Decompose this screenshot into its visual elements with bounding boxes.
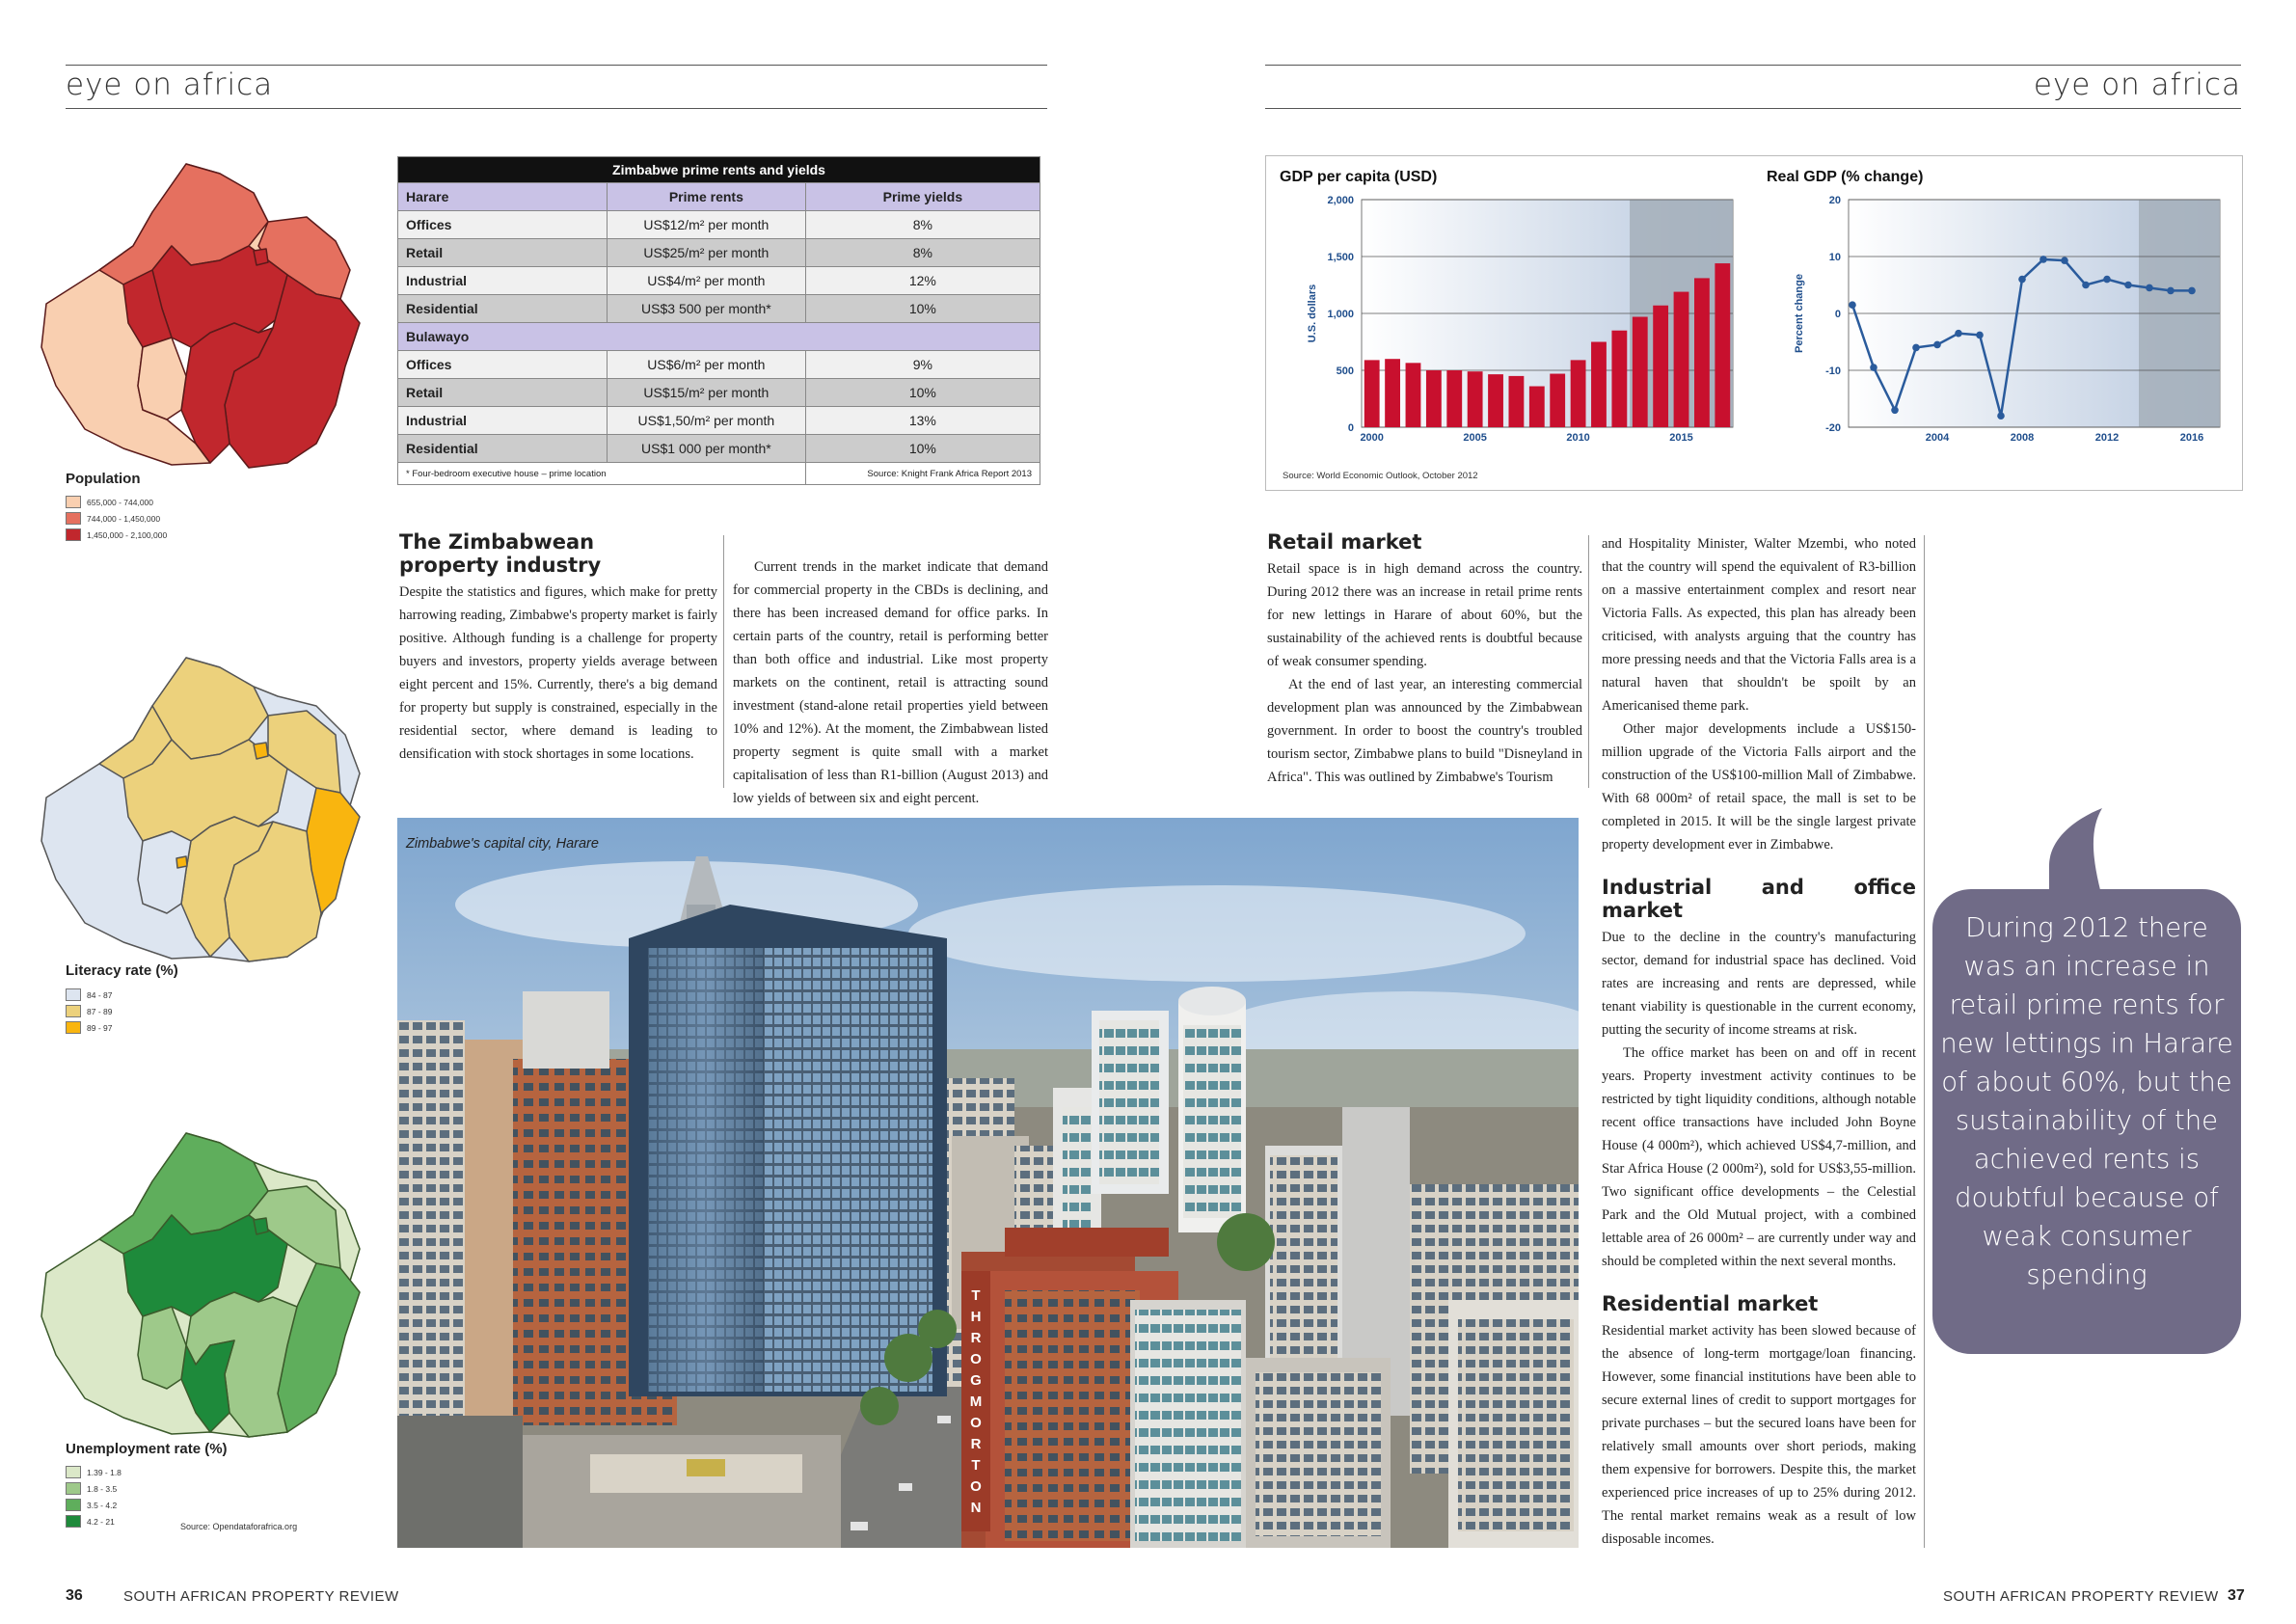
table-header-yields: Prime yields <box>805 183 1040 211</box>
bar <box>1529 387 1545 427</box>
table-cell-rent: US$3 500 per month* <box>608 295 806 323</box>
data-point <box>2039 256 2047 263</box>
bar <box>1426 370 1442 427</box>
table-cell-rent: US$1 000 per month* <box>608 435 806 463</box>
bar <box>1653 306 1668 427</box>
data-point <box>1912 344 1920 352</box>
heading-line-2: property industry <box>399 554 602 577</box>
legend-label: 4.2 - 21 <box>87 1516 115 1527</box>
paragraph: Retail space is in high demand across the country. During 2012 there was an increase in retail prime rents for new lettings in Harare of about 60%, but the sustainability of the achieved rents is doubtful because of weak consumer spending. <box>1267 561 1582 669</box>
table-cell-rent: US$4/m² per month <box>608 267 806 295</box>
table-cell-rent: US$12/m² per month <box>608 211 806 239</box>
data-point <box>1976 332 1984 339</box>
y-axis-label: Percent change <box>1794 274 1805 353</box>
y-tick-label: 10 <box>1828 252 1841 263</box>
masthead-right: eye on africa <box>2033 68 2241 102</box>
table-cell-rent: US$25/m² per month <box>608 239 806 267</box>
heading-line-1: The Zimbabwean <box>399 530 595 554</box>
table-row-label: Residential <box>398 435 608 463</box>
page-number-right: 37 <box>2228 1587 2245 1604</box>
table-cell-yield: 8% <box>805 239 1040 267</box>
y-tick-label: 1,000 <box>1327 309 1354 320</box>
y-tick-label: 2,000 <box>1327 195 1354 206</box>
bar <box>1488 374 1503 427</box>
legend-swatch <box>66 1005 81 1017</box>
bar <box>1446 370 1462 427</box>
data-point <box>2167 287 2174 295</box>
legend-label: 1.39 - 1.8 <box>87 1467 122 1477</box>
y-tick-label: 500 <box>1336 365 1354 377</box>
table-cell-yield: 8% <box>805 211 1040 239</box>
bar <box>1550 374 1565 427</box>
harare-skyline-illustration <box>397 818 1579 1548</box>
masthead-rule-bottom-right <box>1265 108 2241 109</box>
page-number-left: 36 <box>66 1587 83 1604</box>
x-tick-label: 2015 <box>1669 432 1693 444</box>
table-footnote: * Four-bedroom executive house – prime location <box>398 463 806 485</box>
table-cell-yield: 9% <box>805 351 1040 379</box>
x-tick-label: 2005 <box>1463 432 1487 444</box>
masthead-rule-bottom-left <box>66 108 1047 109</box>
heading-industrial-office-market: Industrial and office market <box>1602 876 1916 922</box>
bar <box>1591 342 1607 428</box>
paragraph: At the end of last year, an interesting commercial development plan was announced by the Zimbabwean government. In order to boost the country's troubled tourism sector, Zimbabwe plans to build "Disneyland in Africa". This was outlined by Zimbabwe's Tourism <box>1267 677 1582 785</box>
paragraph: Despite the statistics and figures, which make for pretty harrowing reading, Zimbabwe's property market is fairly positive. Although funding is a challenge for property buyers and investors, property yields average between eight percent and 15%. Currently, there's a big demand for property but supply is constrained, especially in the residential sector, where demand is leading to densification with stock shortages in some locations. <box>399 584 717 762</box>
x-tick-label: 2016 <box>2179 432 2204 444</box>
data-point <box>2082 282 2090 289</box>
table-row-label: Retail <box>398 239 608 267</box>
data-point <box>2103 276 2111 284</box>
legend-swatch <box>66 1515 81 1528</box>
table-cell-rent: US$1,50/m² per month <box>608 407 806 435</box>
unemployment-legend <box>66 1464 122 1529</box>
data-point <box>2018 276 2026 284</box>
y-tick-label: 0 <box>1347 422 1354 434</box>
legend-swatch <box>66 1499 81 1511</box>
prime-rents-table <box>397 156 1040 485</box>
y-tick-label: 1,500 <box>1327 252 1354 263</box>
photo-caption: Zimbabwe's capital city, Harare <box>406 836 599 852</box>
y-tick-label: -10 <box>1825 365 1841 377</box>
heading-residential-market: Residential market <box>1602 1292 1819 1315</box>
data-point <box>2061 257 2068 264</box>
paragraph: Other major developments include a US$150-million upgrade of the Victoria Falls airport and the construction of the US$100-million Mall of Zimbabwe. With 68 000m² of retail space, the mall is set to be completed in 2015. It will be the single largest private property development ever in Zimbabwe. <box>1602 721 1916 853</box>
y-tick-label: 0 <box>1834 309 1841 320</box>
data-point <box>1933 341 1941 349</box>
legend-label: 3.5 - 4.2 <box>87 1500 118 1510</box>
table-row-label: Retail <box>398 379 608 407</box>
legend-label: 744,000 - 1,450,000 <box>87 513 161 524</box>
bar <box>1715 263 1730 427</box>
chart-source: Source: World Economic Outlook, October 2012 <box>1283 471 1478 481</box>
real-gdp-chart <box>1752 188 2239 458</box>
data-point <box>1997 412 2005 420</box>
data-point <box>1955 330 1962 338</box>
publication-name-right: SOUTH AFRICAN PROPERTY REVIEW <box>1943 1588 2219 1605</box>
legend-swatch <box>66 1466 81 1478</box>
paragraph: Current trends in the market indicate that demand for commercial property in the CBDs is declining, and there has been increased demand for office parks. In certain parts of the country, retail is performing better than both office and industrial. Like most property markets on the continent, retail is attracting sound investment (stand-alone retail properties yield between 10% and 12%). At the moment, the Zimbabwean listed property segment is quite small with a market capitalisation of less than R1-billion (August 2013) and low yields of between six and eight percent. <box>733 559 1048 806</box>
unemployment-map <box>27 1123 374 1442</box>
table-header-rents: Prime rents <box>608 183 806 211</box>
article-col-3 <box>1267 530 1582 789</box>
column-divider <box>723 535 724 788</box>
bar <box>1509 376 1525 427</box>
population-legend <box>66 494 167 543</box>
masthead-left: eye on africa <box>66 68 274 102</box>
table-cell-yield: 12% <box>805 267 1040 295</box>
table-row-label: Offices <box>398 211 608 239</box>
data-point <box>2124 282 2132 289</box>
column-divider <box>1924 535 1925 1548</box>
x-tick-label: 2010 <box>1566 432 1590 444</box>
table-cell-rent: US$6/m² per month <box>608 351 806 379</box>
throgmorton-sign: T H R O G M O R T O N <box>969 1287 983 1516</box>
x-tick-label: 2000 <box>1360 432 1384 444</box>
legend-label: 87 - 89 <box>87 1006 113 1016</box>
legend-label: 1.8 - 3.5 <box>87 1483 118 1494</box>
data-point <box>2188 287 2196 295</box>
y-tick-label: 20 <box>1828 195 1841 206</box>
bar <box>1406 363 1421 427</box>
table-cell-yield: 10% <box>805 435 1040 463</box>
paragraph: The office market has been on and off in recent years. Property investment activity continues to be restricted by tight liquidity conditions, although notable recent office transactions have included John Boyne House (4 000m²), which achieved US$4,7-million, and Star Africa House (2 000m²), sold for US$3,55-million. Two significant office developments – the Celestial Park and the Old Mutual project, with a combined lettable area of 26 000m² – are currently under way and should be completed within the next several months. <box>1602 1045 1916 1269</box>
legend-swatch <box>66 496 81 508</box>
table-row-label: Industrial <box>398 407 608 435</box>
population-map-title: Population <box>66 471 141 487</box>
x-tick-label: 2004 <box>1925 432 1950 444</box>
y-tick-label: -20 <box>1825 422 1841 434</box>
table-row-label: Industrial <box>398 267 608 295</box>
bar <box>1694 278 1710 427</box>
data-point <box>1891 407 1899 415</box>
gdp-per-capita-title: GDP per capita (USD) <box>1280 169 1438 185</box>
publication-name-left: SOUTH AFRICAN PROPERTY REVIEW <box>123 1588 399 1605</box>
table-cell-yield: 13% <box>805 407 1040 435</box>
population-map <box>27 154 374 473</box>
legend-label: 84 - 87 <box>87 989 113 1000</box>
data-point <box>2146 284 2153 292</box>
bar <box>1633 317 1648 427</box>
table-cell-rent: US$15/m² per month <box>608 379 806 407</box>
gdp-per-capita-chart <box>1265 188 1752 458</box>
legend-label: 89 - 97 <box>87 1022 113 1033</box>
bar <box>1571 360 1586 427</box>
table-city-bulawayo: Bulawayo <box>398 323 1040 351</box>
paragraph: Residential market activity has been slowed because of the absence of long-term mortgage/loan financing. However, some financial institutions have been able to secure external lines of credit to support mortgages for private purchases – but the secured loans have been for relatively small amounts over short periods, making them expensive for borrowers. Despite this, the market experienced price increases of up to 25% during 2012. The rental market remains weak as a result of low disposable incomes. <box>1602 1323 1916 1547</box>
bar <box>1468 371 1483 427</box>
table-title: Zimbabwe prime rents and yields <box>398 157 1040 183</box>
legend-label: 655,000 - 744,000 <box>87 497 154 507</box>
table-source: Source: Knight Frank Africa Report 2013 <box>805 463 1040 485</box>
literacy-legend <box>66 987 112 1036</box>
table-city-harare: Harare <box>398 183 608 211</box>
data-point <box>1870 364 1877 371</box>
y-axis-label: U.S. dollars <box>1307 284 1318 343</box>
bar <box>1385 359 1400 427</box>
bar <box>1674 292 1689 427</box>
paragraph: Due to the decline in the country's manufacturing sector, demand for industrial space has declined. Void rates are increasing and rents are depressed, while tenant viability is questionable in the current economy, putting the security of income streams at risk. <box>1602 930 1916 1038</box>
legend-label: 1,450,000 - 2,100,000 <box>87 529 168 540</box>
table-cell-yield: 10% <box>805 379 1040 407</box>
masthead-rule-top-left <box>66 65 1047 66</box>
legend-swatch <box>66 1482 81 1495</box>
pull-quote-text: During 2012 there was an increase in retail prime rents for new lettings in Harare of about 60%, but the sustainability of the achieved rents is doubtful because of weak consumer spending <box>1940 912 2233 1290</box>
literacy-map-title: Literacy rate (%) <box>66 962 178 979</box>
legend-swatch <box>66 1021 81 1034</box>
article-col-4 <box>1602 532 1916 1551</box>
masthead-rule-top-right <box>1265 65 2241 66</box>
bar <box>1611 331 1627 427</box>
data-point <box>1849 301 1856 309</box>
literacy-map <box>27 648 374 966</box>
legend-swatch <box>66 528 81 541</box>
legend-swatch <box>66 988 81 1001</box>
heading-retail-market: Retail market <box>1267 530 1422 554</box>
article-col-2 <box>733 555 1048 810</box>
map-source: Source: Opendataforafrica.org <box>180 1522 298 1531</box>
unemployment-map-title: Unemployment rate (%) <box>66 1441 228 1457</box>
harare-city-photo <box>397 818 1579 1548</box>
table-row-label: Offices <box>398 351 608 379</box>
x-tick-label: 2008 <box>2010 432 2035 444</box>
real-gdp-title: Real GDP (% change) <box>1767 169 1924 185</box>
bar <box>1364 360 1380 427</box>
x-tick-label: 2012 <box>2094 432 2120 444</box>
heading-zimbabwean-property-industry <box>399 530 717 577</box>
paragraph: and Hospitality Minister, Walter Mzembi, who noted that the country will spend the equivalent of R3-billion on a massive entertainment complex and resort near Victoria Falls. As expected, this plan has already been criticised, with analysts arguing that the country has more pressing needs and that the Victoria Falls area is a natural haven that shouldn't be spoilt by an Americanised theme park. <box>1602 536 1916 714</box>
legend-swatch <box>66 512 81 525</box>
table-cell-yield: 10% <box>805 295 1040 323</box>
article-col-1 <box>399 530 717 766</box>
column-divider <box>1588 535 1589 788</box>
table-row-label: Residential <box>398 295 608 323</box>
